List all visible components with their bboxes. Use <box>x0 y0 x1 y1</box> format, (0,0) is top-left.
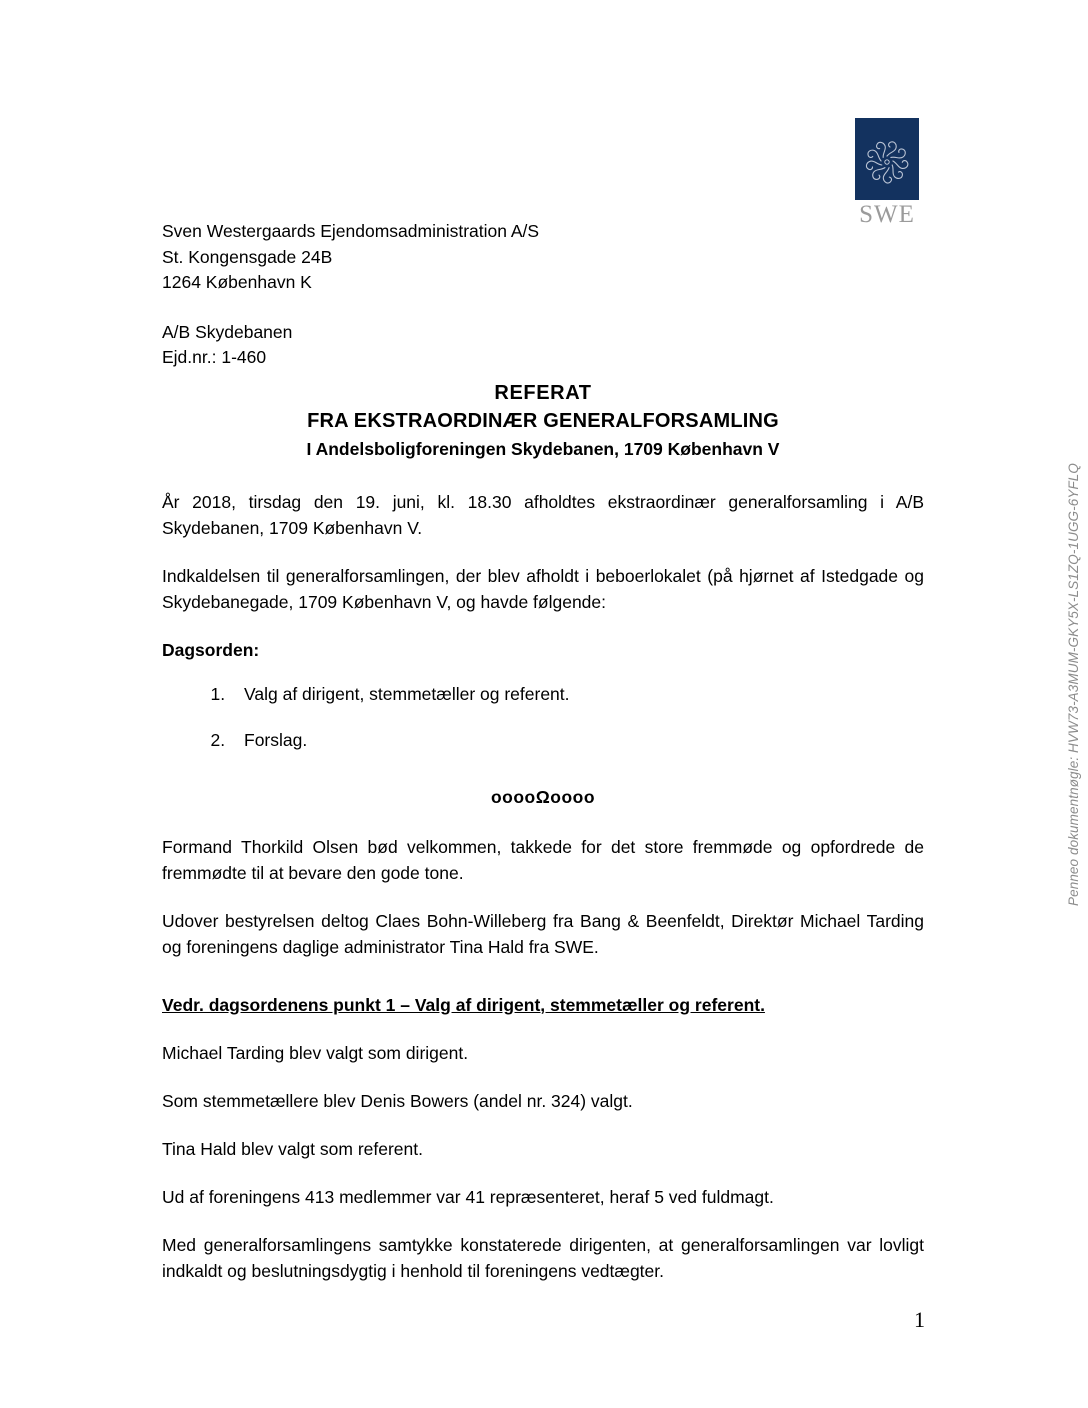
agenda-list <box>162 681 924 753</box>
agenda-item: 1. Valg af dirigent, stemmetæller og referent. <box>230 681 924 707</box>
title-line-2: FRA EKSTRAORDINÆR GENERALFORSAMLING <box>307 409 779 432</box>
agenda-item: 2. Forslag. <box>230 727 924 753</box>
paragraph-attendance: Ud af foreningens 413 medlemmer var 41 repræsenteret, heraf 5 ved fuldmagt. <box>162 1186 774 1207</box>
sender-line-3: 1264 København K <box>162 272 312 292</box>
paragraph-referent: Tina Hald blev valgt som referent. <box>162 1138 423 1159</box>
paragraph-attendees: Udover bestyrelsen deltog Claes Bohn-Willeberg fra Bang & Beenfeldt, Direktør Michael Tarding og foreningens daglige administrator Tina Hald fra SWE. <box>162 910 924 957</box>
paragraph-chairman: Michael Tarding blev valgt som dirigent. <box>162 1042 469 1063</box>
title-line-3: I Andelsboligforeningen Skydebanen, 1709 København V <box>306 438 780 459</box>
title-line-1: REFERAT <box>494 381 592 404</box>
paragraph-welcome: Formand Thorkild Olsen bød velkommen, takkede for det store fremmøde og opfordrede de fremmødte til at bevare den gode tone. <box>162 836 924 883</box>
section-heading-point-1: Vedr. dagsordenens punkt 1 – Valg af dirigent, stemmetæller og referent. <box>162 994 765 1015</box>
paragraph-legality: Med generalforsamlingens samtykke konstaterede dirigenten, at generalforsamlingen var lovligt indkaldt og beslutningsdygtig i henhold til foreningens vedtægter. <box>162 1234 924 1281</box>
association-name: A/B Skydebanen <box>162 321 293 342</box>
swe-wordmark: SWE <box>859 201 915 228</box>
sender-line-2: St. Kongensgade 24B <box>162 246 333 267</box>
section-divider: ooooΩoooo <box>490 786 596 807</box>
penneo-document-key <box>1046 462 1081 906</box>
document-content <box>162 219 924 1306</box>
association-reference <box>162 320 924 371</box>
sender-address <box>162 219 924 296</box>
company-logo <box>855 118 925 227</box>
page-number: 1 <box>914 1307 925 1332</box>
paragraph-tellers: Som stemmetællere blev Denis Bowers (andel nr. 324) valgt. <box>162 1090 633 1111</box>
swe-starburst-icon <box>855 118 919 200</box>
paragraph-intro: År 2018, tirsdag den 19. juni, kl. 18.30 afholdtes ekstraordinær generalforsamling i A/B Skydebanen, 1709 København V. <box>162 491 924 538</box>
document-title <box>162 379 924 463</box>
address-spacer <box>162 296 924 320</box>
sender-line-1: Sven Westergaards Ejendomsadministration A/S <box>162 221 540 241</box>
association-case-number: Ejd.nr.: 1-460 <box>162 347 267 367</box>
agenda-label: Dagsorden: <box>162 639 260 660</box>
penneo-key-text: Penneo dokumentnøgle: HVW73-A3MUM-GKY5X-LS1ZQ-1UGG-6YFLQ <box>1066 462 1081 906</box>
paragraph-notice: Indkaldelsen til generalforsamlingen, der blev afholdt i beboerlokalet (på hjørnet af Istedgade og Skydebanegade, 1709 København V, og havde følgende: <box>162 565 924 612</box>
